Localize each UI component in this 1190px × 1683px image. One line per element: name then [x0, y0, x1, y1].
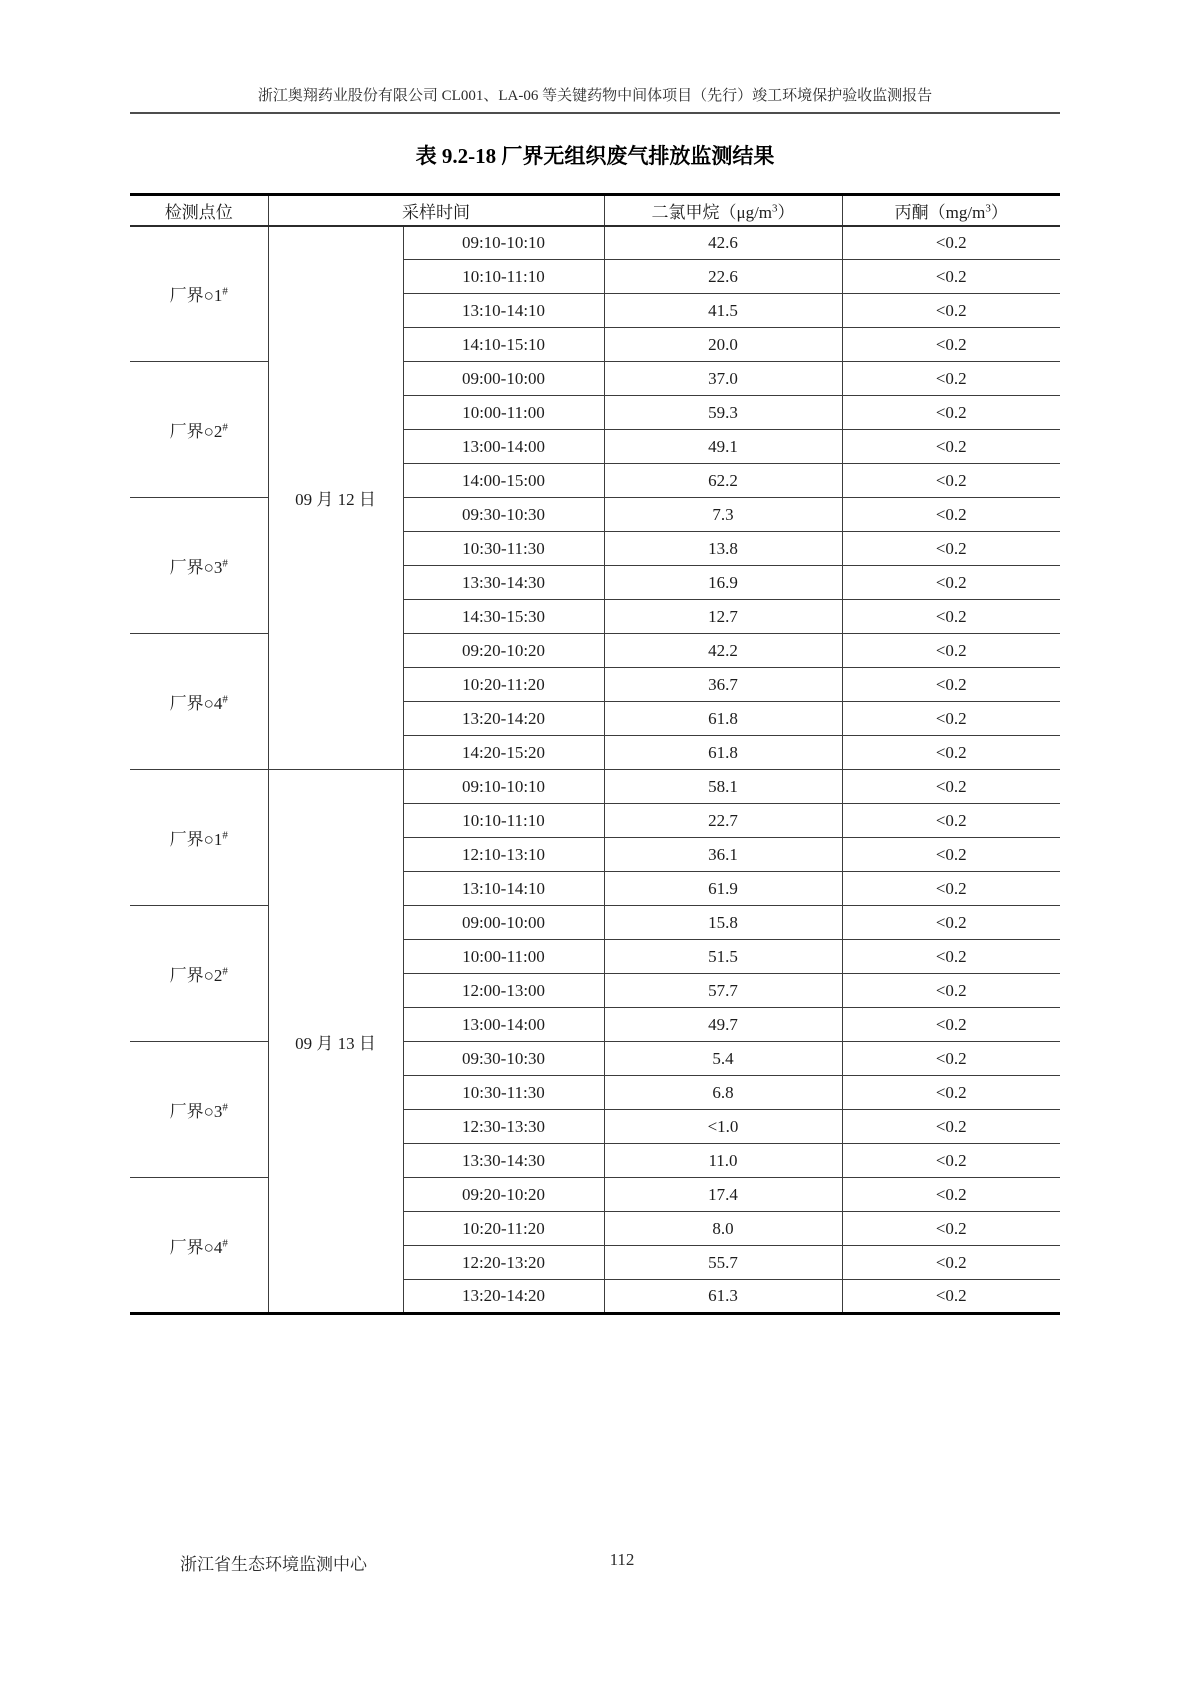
dcm-value-cell: 61.8: [604, 736, 842, 770]
acetone-value-cell: <0.2: [842, 1144, 1060, 1178]
dcm-value-cell: 5.4: [604, 1042, 842, 1076]
dcm-value-cell: 59.3: [604, 396, 842, 430]
date-cell: 09 月 13 日: [268, 770, 403, 1314]
time-cell: 09:10-10:10: [403, 226, 604, 260]
time-cell: 13:10-14:10: [403, 872, 604, 906]
time-cell: 10:00-11:00: [403, 396, 604, 430]
point-label: 厂界○3: [169, 1102, 223, 1121]
acetone-value-cell: <0.2: [842, 1212, 1060, 1246]
table-row: [130, 226, 1060, 260]
acetone-value-cell: <0.2: [842, 226, 1060, 260]
dcm-value-cell: 13.8: [604, 532, 842, 566]
dcm-value-cell: 51.5: [604, 940, 842, 974]
dcm-value-cell: 15.8: [604, 906, 842, 940]
acetone-value-cell: <0.2: [842, 736, 1060, 770]
col-header-sample-time: 采样时间: [268, 195, 604, 226]
dcm-value-cell: 22.6: [604, 260, 842, 294]
time-cell: 14:10-15:10: [403, 328, 604, 362]
dcm-value-cell: 49.1: [604, 430, 842, 464]
time-cell: 14:30-15:30: [403, 600, 604, 634]
time-cell: 10:20-11:20: [403, 668, 604, 702]
dcm-value-cell: 55.7: [604, 1246, 842, 1280]
point-label: 厂界○1: [169, 830, 223, 849]
acetone-value-cell: <0.2: [842, 974, 1060, 1008]
time-cell: 13:00-14:00: [403, 430, 604, 464]
dcm-value-cell: 22.7: [604, 804, 842, 838]
acetone-value-cell: <0.2: [842, 872, 1060, 906]
acetone-value-cell: <0.2: [842, 566, 1060, 600]
time-cell: 09:30-10:30: [403, 498, 604, 532]
time-cell: 12:00-13:00: [403, 974, 604, 1008]
time-cell: 09:00-10:00: [403, 362, 604, 396]
point-label: 厂界○2: [169, 966, 223, 985]
acetone-value-cell: <0.2: [842, 464, 1060, 498]
point-label-superscript: #: [222, 1236, 228, 1249]
dcm-value-cell: 8.0: [604, 1212, 842, 1246]
monitoring-results-table: [130, 193, 1060, 1315]
time-cell: 13:20-14:20: [403, 702, 604, 736]
point-cell: [130, 498, 268, 634]
acetone-value-cell: <0.2: [842, 294, 1060, 328]
time-cell: 14:00-15:00: [403, 464, 604, 498]
dcm-value-cell: 62.2: [604, 464, 842, 498]
point-cell: [130, 634, 268, 770]
table-row: [130, 770, 1060, 804]
acetone-value-cell: <0.2: [842, 1110, 1060, 1144]
dcm-value-cell: <1.0: [604, 1110, 842, 1144]
col-header-point: 检测点位: [130, 195, 268, 226]
dcm-value-cell: 20.0: [604, 328, 842, 362]
acetone-value-cell: <0.2: [842, 1178, 1060, 1212]
acetone-value-cell: <0.2: [842, 906, 1060, 940]
acetone-value-cell: <0.2: [842, 1076, 1060, 1110]
dcm-unit-superscript: 3: [772, 202, 778, 215]
acetone-value-cell: <0.2: [842, 498, 1060, 532]
acetone-value-cell: <0.2: [842, 430, 1060, 464]
dcm-value-cell: 61.9: [604, 872, 842, 906]
point-label: 厂界○3: [169, 558, 223, 577]
time-cell: 09:20-10:20: [403, 1178, 604, 1212]
acetone-value-cell: <0.2: [842, 532, 1060, 566]
table-header-row: [130, 195, 1060, 226]
dcm-value-cell: 42.6: [604, 226, 842, 260]
acetone-value-cell: <0.2: [842, 702, 1060, 736]
acetone-value-cell: <0.2: [842, 396, 1060, 430]
point-label-superscript: #: [222, 829, 228, 842]
dcm-value-cell: 61.8: [604, 702, 842, 736]
dcm-value-cell: 36.1: [604, 838, 842, 872]
acetone-value-cell: <0.2: [842, 600, 1060, 634]
dcm-value-cell: 7.3: [604, 498, 842, 532]
col-header-acetone: [842, 195, 1060, 226]
time-cell: 14:20-15:20: [403, 736, 604, 770]
acetone-value-cell: <0.2: [842, 668, 1060, 702]
acetone-value-cell: <0.2: [842, 1008, 1060, 1042]
acetone-value-cell: <0.2: [842, 260, 1060, 294]
dcm-unit-text: 二氯甲烷（μg/m: [651, 202, 773, 222]
time-cell: 10:00-11:00: [403, 940, 604, 974]
dcm-value-cell: 6.8: [604, 1076, 842, 1110]
page-title: 表 9.2-18 厂界无组织废气排放监测结果: [415, 144, 775, 168]
dcm-value-cell: 37.0: [604, 362, 842, 396]
dcm-value-cell: 61.3: [604, 1280, 842, 1314]
dcm-value-cell: 11.0: [604, 1144, 842, 1178]
acetone-value-cell: <0.2: [842, 838, 1060, 872]
time-cell: 12:10-13:10: [403, 838, 604, 872]
page-number: 112: [609, 1550, 635, 1569]
point-cell: [130, 1178, 268, 1314]
acetone-value-cell: <0.2: [842, 1246, 1060, 1280]
dcm-value-cell: 16.9: [604, 566, 842, 600]
time-cell: 09:30-10:30: [403, 1042, 604, 1076]
dcm-value-cell: 57.7: [604, 974, 842, 1008]
point-label-superscript: #: [222, 965, 228, 978]
acetone-value-cell: <0.2: [842, 770, 1060, 804]
footer-organization: 浙江省生态环境监测中心: [180, 1555, 367, 1574]
dcm-value-cell: 49.7: [604, 1008, 842, 1042]
dcm-value-cell: 42.2: [604, 634, 842, 668]
point-cell: [130, 226, 268, 362]
time-cell: 10:30-11:30: [403, 1076, 604, 1110]
point-label-superscript: #: [222, 421, 228, 434]
page-header-text: 浙江奥翔药业股份有限公司 CL001、LA-06 等关键药物中间体项目（先行）竣工环境保护验收监测报告: [257, 88, 933, 104]
point-cell: [130, 770, 268, 906]
col-header-dichloromethane: [604, 195, 842, 226]
acetone-value-cell: <0.2: [842, 328, 1060, 362]
point-label: 厂界○4: [169, 694, 223, 713]
point-label: 厂界○2: [169, 422, 223, 441]
point-label-superscript: #: [222, 557, 228, 570]
dcm-value-cell: 41.5: [604, 294, 842, 328]
time-cell: 10:10-11:10: [403, 260, 604, 294]
time-cell: 10:10-11:10: [403, 804, 604, 838]
dcm-unit-close: ）: [777, 202, 795, 222]
acetone-value-cell: <0.2: [842, 362, 1060, 396]
time-cell: 13:20-14:20: [403, 1280, 604, 1314]
acetone-value-cell: <0.2: [842, 1280, 1060, 1314]
point-cell: [130, 362, 268, 498]
acetone-unit-superscript: 3: [985, 202, 991, 215]
point-label: 厂界○4: [169, 1237, 223, 1257]
time-cell: 09:00-10:00: [403, 906, 604, 940]
point-cell: [130, 1042, 268, 1178]
acetone-unit-text: 丙酮（mg/m: [894, 202, 986, 222]
time-cell: 13:00-14:00: [403, 1008, 604, 1042]
point-label-superscript: #: [222, 1101, 228, 1114]
time-cell: 10:20-11:20: [403, 1212, 604, 1246]
date-cell: 09 月 12 日: [268, 226, 403, 770]
acetone-value-cell: <0.2: [842, 1042, 1060, 1076]
acetone-value-cell: <0.2: [842, 634, 1060, 668]
point-label: 厂界○1: [169, 286, 223, 306]
time-cell: 12:20-13:20: [403, 1246, 604, 1280]
dcm-value-cell: 12.7: [604, 600, 842, 634]
time-cell: 13:10-14:10: [403, 294, 604, 328]
dcm-value-cell: 36.7: [604, 668, 842, 702]
time-cell: 13:30-14:30: [403, 566, 604, 600]
time-cell: 09:10-10:10: [403, 770, 604, 804]
point-label-superscript: #: [222, 285, 228, 298]
point-label-superscript: #: [222, 693, 228, 706]
acetone-value-cell: <0.2: [842, 804, 1060, 838]
dcm-value-cell: 17.4: [604, 1178, 842, 1212]
header-rule: [130, 112, 1060, 114]
dcm-value-cell: 58.1: [604, 770, 842, 804]
time-cell: 10:30-11:30: [403, 532, 604, 566]
acetone-value-cell: <0.2: [842, 940, 1060, 974]
acetone-unit-close: ）: [990, 202, 1008, 222]
time-cell: 12:30-13:30: [403, 1110, 604, 1144]
time-cell: 09:20-10:20: [403, 634, 604, 668]
time-cell: 13:30-14:30: [403, 1144, 604, 1178]
point-cell: [130, 906, 268, 1042]
